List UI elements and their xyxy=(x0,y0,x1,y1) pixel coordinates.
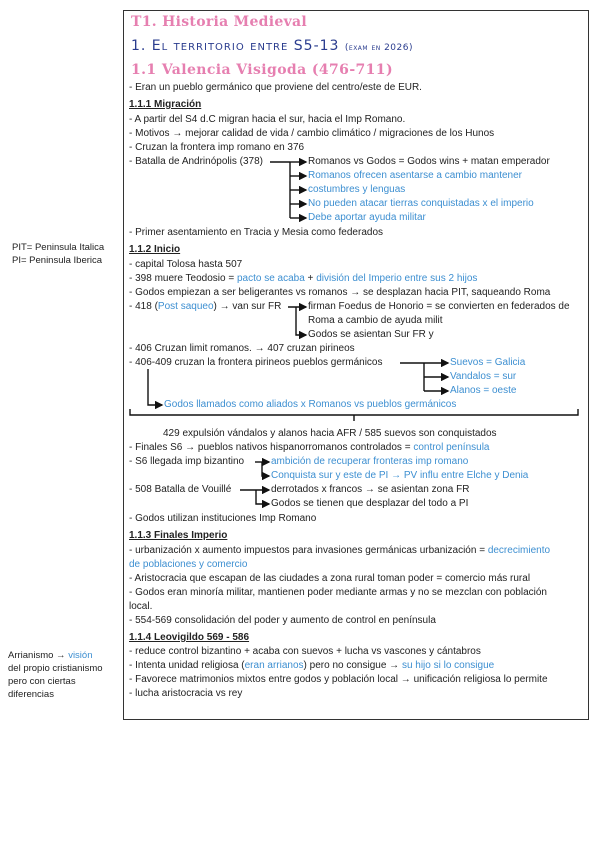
unit-title-text: 1. El territorio entre S5-13 xyxy=(131,38,340,54)
text-line: - Aristocracia que escapan de las ciudades a zona rural toman poder = comercio más rural xyxy=(129,573,531,584)
side-note-line: pero con ciertas xyxy=(8,676,76,687)
text-line xyxy=(129,545,550,557)
text-line: - Motivos → mejorar calidad de vida / cambio climático / migraciones de los Hunos xyxy=(129,128,495,139)
branch-item: ambición de recuperar fronteras imp romano xyxy=(271,456,469,467)
branch-item: Debe aportar ayuda militar xyxy=(308,212,426,223)
text-line: - Favorece matrimonios mixtos entre godos y población local → unificación religiosa lo permite xyxy=(129,674,548,685)
text-span: - 418 ( xyxy=(129,301,158,312)
text-span: + xyxy=(304,273,317,284)
unit-note: (exam en 2026) xyxy=(344,43,414,53)
branch-item: Roma a cambio de ayuda milit xyxy=(308,315,443,326)
heading-migracion: 1.1.1 Migración xyxy=(129,99,202,110)
text-span: ) → van sur FR xyxy=(213,301,282,312)
side-note-line: diferencias xyxy=(8,689,54,700)
unit-title xyxy=(131,38,413,56)
heading-inicio: 1.1.2 Inicio xyxy=(129,244,181,255)
text-span: Arrianismo → xyxy=(8,650,69,661)
text-span: - Finales S6 → pueblos nativos hispanorromanos controlados = xyxy=(129,442,414,453)
branch-item: Alanos = oeste xyxy=(450,385,517,396)
intro-line: - Eran un pueblo germánico que proviene del centro/este de EUR. xyxy=(129,82,422,93)
branch-item: Vandalos = sur xyxy=(450,371,517,382)
side-note-pi: PI= Peninsula Iberica xyxy=(12,255,103,266)
text-line: de poblaciones y comercio xyxy=(129,559,248,570)
text-line: - capital Tolosa hasta 507 xyxy=(129,259,243,270)
highlight-span: pacto se acaba xyxy=(236,273,305,284)
text-line: - Primer asentamiento en Tracia y Mesia como federados xyxy=(129,227,383,238)
branch-item: Godos se tienen que desplazar del todo a PI xyxy=(271,498,469,509)
text-span: ) pero no consigue → xyxy=(303,660,402,671)
text-line: 429 expulsión vándalos y alanos hacia AFR / 585 suevos son conquistados xyxy=(163,428,497,439)
highlight-span: división del Imperio entre sus 2 hijos xyxy=(316,273,478,284)
side-note-line: del propio cristianismo xyxy=(8,663,103,674)
text-line: - reduce control bizantino + acaba con suevos + lucha vs vascones y cántabros xyxy=(129,646,481,657)
highlight-span: visión xyxy=(68,650,93,661)
branch-item: Romanos ofrecen asentarse a cambio mantener xyxy=(308,170,523,181)
text-line xyxy=(129,273,477,285)
side-note-pit: PIT= Peninsula Italica xyxy=(12,242,105,253)
text-line xyxy=(129,442,490,454)
text-line: - Godos utilizan instituciones Imp Romano xyxy=(129,513,317,524)
text-line xyxy=(129,660,494,672)
text-line: - S6 llegada imp bizantino xyxy=(129,456,245,467)
highlight-span: control península xyxy=(413,442,490,453)
branch-item: Conquista sur y este de PI → PV influ entre Elche y Denia xyxy=(271,470,529,481)
text-line: - Cruzan la frontera imp romano en 376 xyxy=(129,142,305,153)
branch-item: firman Foedus de Honorio = se convierten en federados de xyxy=(308,301,570,312)
highlight-span: eran arrianos xyxy=(244,660,304,671)
text-line: - 406-409 cruzan la frontera pirineos pueblos germánicos xyxy=(129,357,383,368)
branch-item: No pueden atacar tierras conquistadas x el imperio xyxy=(308,198,534,209)
heading-finales: 1.1.3 Finales Imperio xyxy=(129,530,228,541)
branch-item: Romanos vs Godos = Godos wins + matan emperador xyxy=(308,156,550,167)
branch-item: Godos se asientan Sur FR y xyxy=(308,329,434,340)
branch-item: Suevos = Galicia xyxy=(450,357,526,368)
highlight-span: Post saqueo xyxy=(157,301,214,312)
text-line: - Godos eran minoría militar, mantienen poder mediante armas y no se mezclan con población xyxy=(129,587,547,598)
text-line: - Batalla de Andrinópolis (378) xyxy=(129,156,263,167)
side-note-arrianismo xyxy=(8,650,92,662)
text-line: - A partir del S4 d.C migran hacia el sur, hacia el Imp Romano. xyxy=(129,114,406,125)
text-line: - Godos empiezan a ser beligerantes vs romanos → se desplazan hacia PIT, saqueando Roma xyxy=(129,287,551,298)
text-line xyxy=(129,301,281,313)
section-title: 1.1 Valencia Visigoda (476-711) xyxy=(131,62,393,78)
text-line: local. xyxy=(129,601,153,612)
text-line: - 554-569 consolidación del poder y aumento de control en península xyxy=(129,615,436,626)
highlight-span: decrecimiento xyxy=(487,545,551,556)
text-line: - 508 Batalla de Vouillé xyxy=(129,484,232,495)
course-title: T1. Historia Medieval xyxy=(131,14,308,30)
text-line: - 406 Cruzan limit romanos. → 407 cruzan pirineos xyxy=(129,343,355,354)
branch-item: Godos llamados como aliados x Romanos vs pueblos germánicos xyxy=(164,399,457,410)
text-span: - Intenta unidad religiosa ( xyxy=(129,660,245,671)
heading-leovigildo: 1.1.4 Leovigildo 569 - 586 xyxy=(129,632,250,643)
branch-item: costumbres y lenguas xyxy=(308,184,406,195)
highlight-span: su hijo si lo consigue xyxy=(401,660,495,671)
branch-item: derrotados x francos → se asientan zona FR xyxy=(271,484,470,495)
text-line: - lucha aristocracia vs rey xyxy=(129,688,243,699)
text-span: - urbanización x aumento impuestos para invasiones germánicas urbanización = xyxy=(129,545,488,556)
text-span: - 398 muere Teodosio = xyxy=(129,273,237,284)
